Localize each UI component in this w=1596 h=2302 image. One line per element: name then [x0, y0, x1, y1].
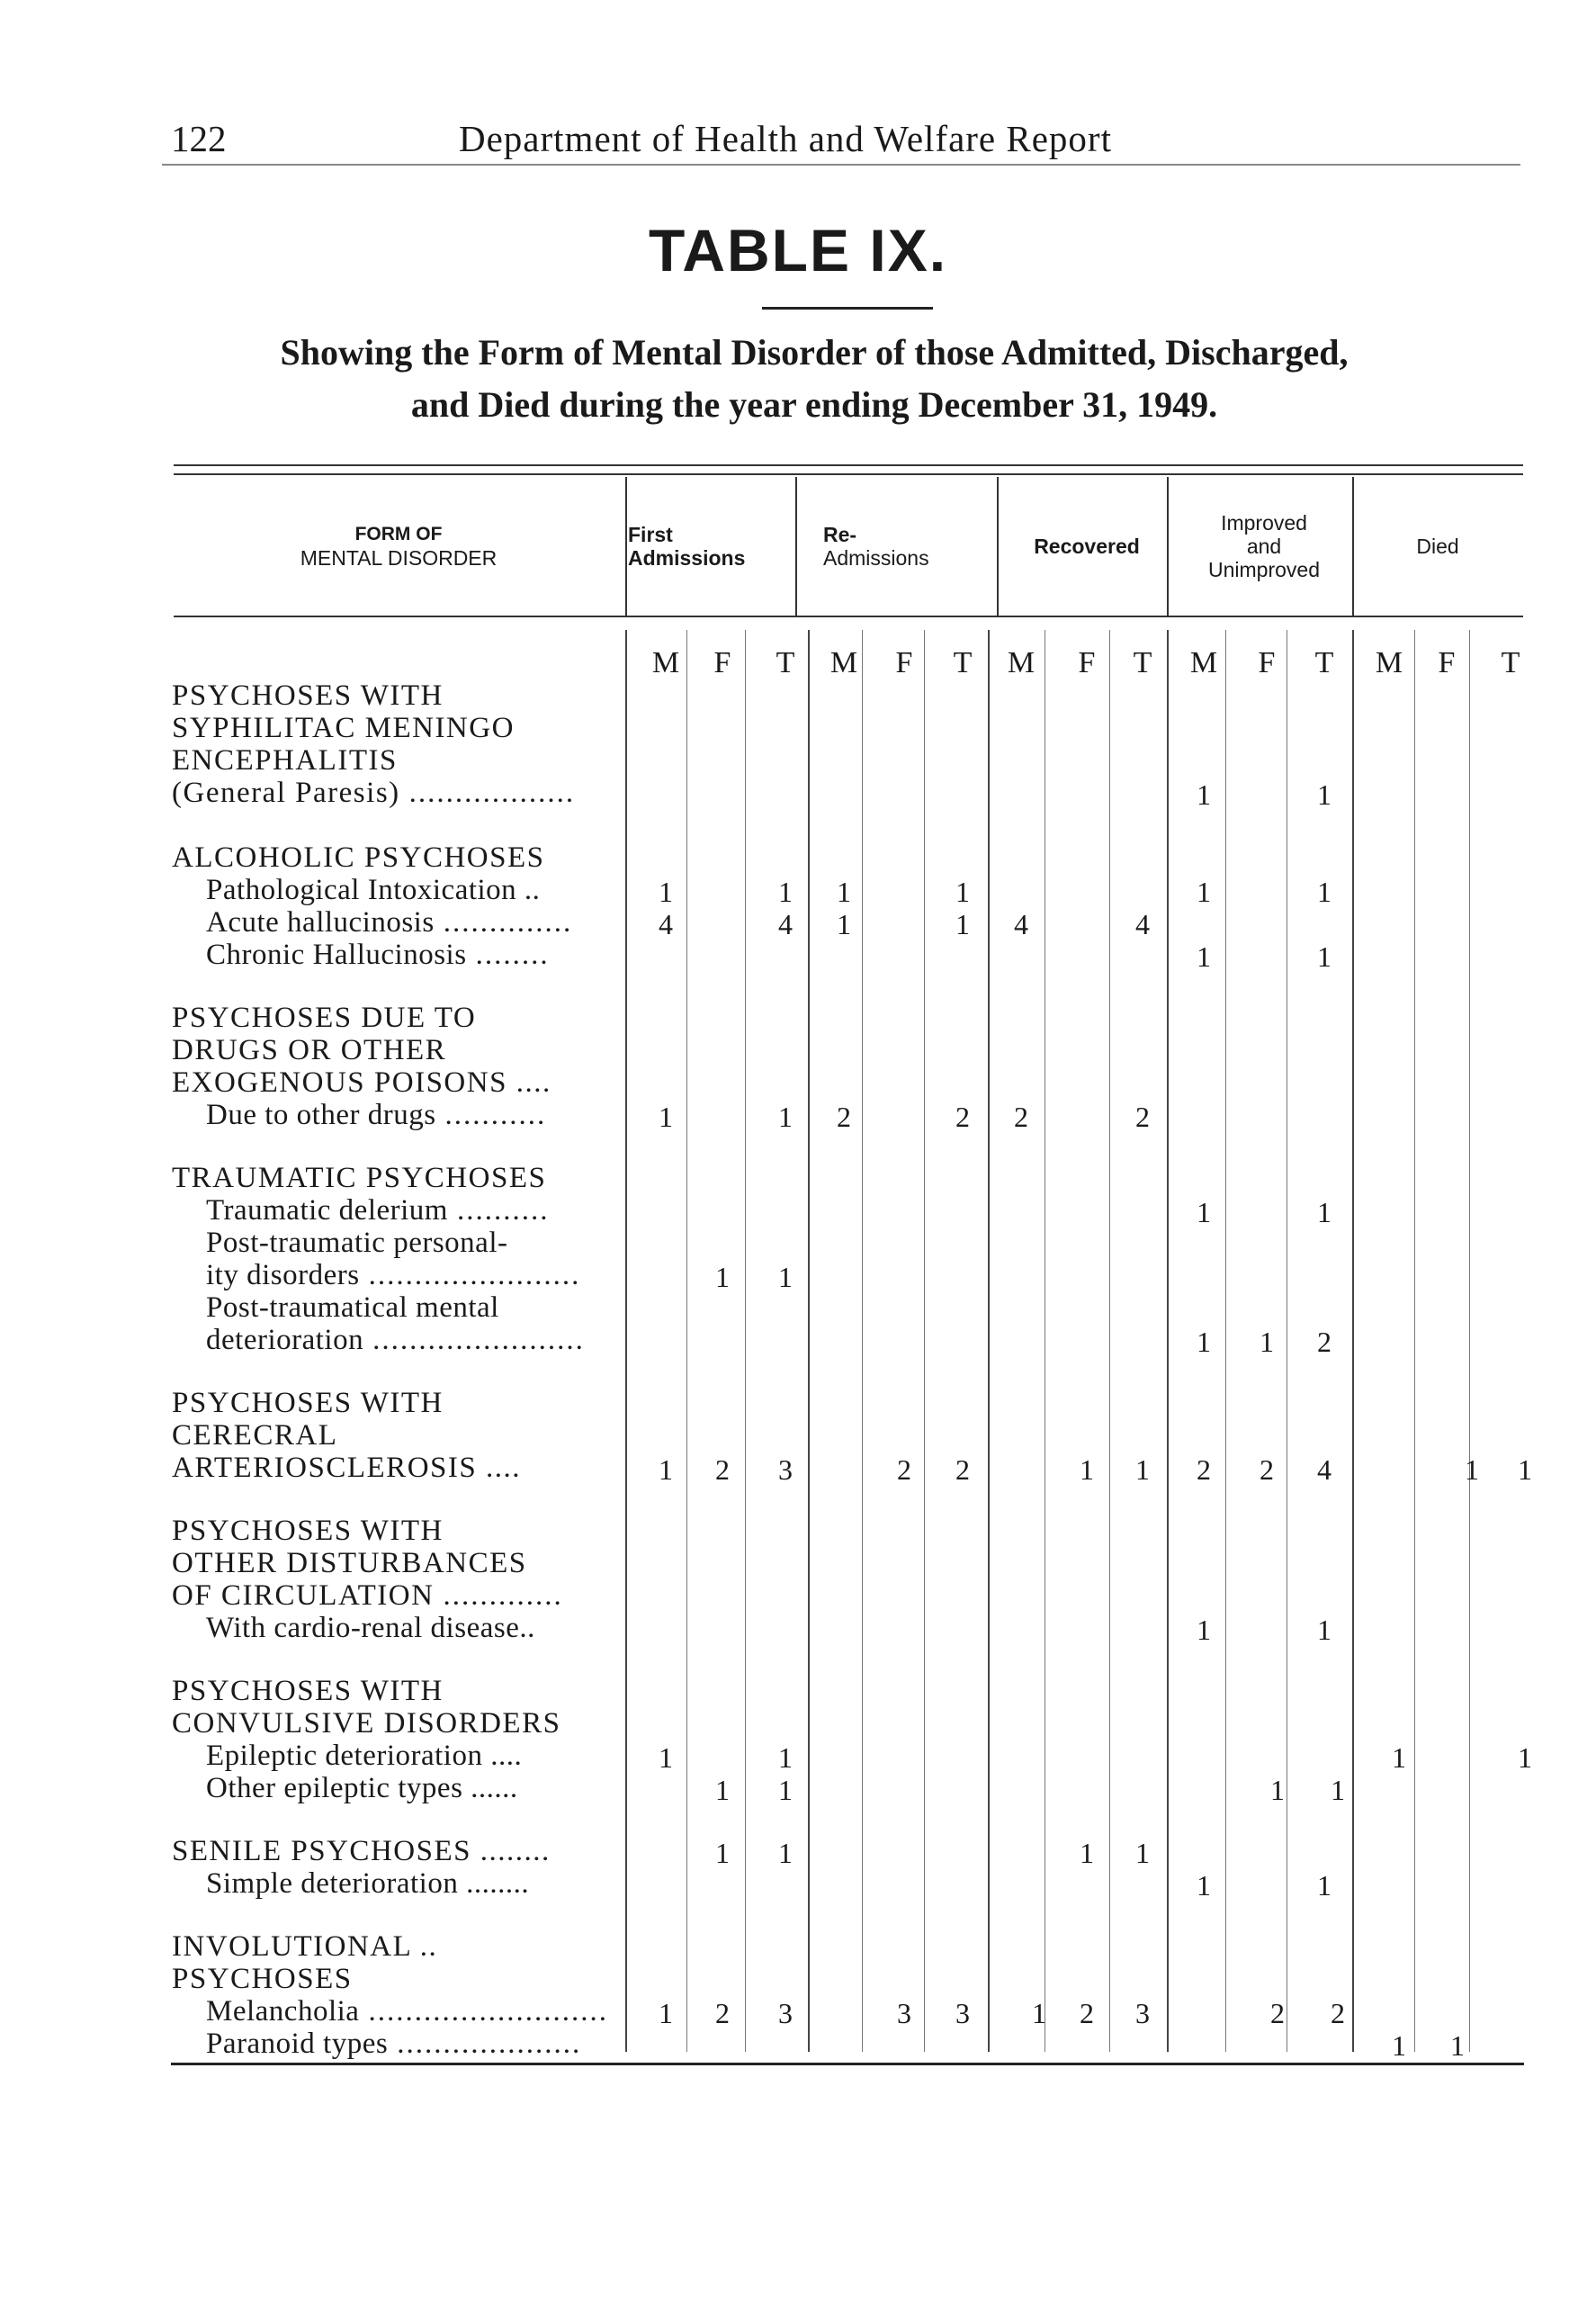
cell-value: 1: [778, 1837, 793, 1869]
column-header-row: [174, 477, 1523, 617]
cell-value: 1: [778, 1261, 793, 1293]
cell-value: 4: [1317, 1453, 1331, 1486]
cell-value: 4: [1014, 908, 1028, 940]
cell-value: 1: [1080, 1453, 1094, 1486]
cell-value: 1: [1392, 2029, 1406, 2062]
cell-value: 1: [1197, 1614, 1211, 1646]
col-first-admissions: First Admissions: [628, 523, 746, 570]
cell-value: 2: [1014, 1101, 1028, 1133]
cell-value: 1: [778, 1741, 793, 1774]
cell-value: 1: [715, 1774, 730, 1806]
row-label: Post-traumatical mental: [206, 1291, 499, 1324]
cell-value: 2: [955, 1453, 970, 1486]
t-label: T: [1314, 646, 1334, 679]
cell-value: 1: [955, 876, 970, 908]
cell-value: 1: [837, 908, 851, 940]
col-died: Died: [1416, 535, 1459, 558]
column-rule: [745, 630, 746, 2052]
cell-value: 1: [1317, 1196, 1331, 1228]
row-label: With cardio-renal disease..: [206, 1612, 535, 1644]
running-title: Department of Health and Welfare Report: [459, 118, 1112, 159]
cell-value: 1: [837, 876, 851, 908]
row-label: PSYCHOSES: [172, 1963, 353, 1995]
column-rule: [1167, 630, 1169, 2052]
cell-value: 3: [897, 1997, 911, 2029]
cell-value: 1: [778, 1774, 793, 1806]
cell-value: 1: [1260, 1326, 1274, 1358]
cell-value: 1: [1392, 1741, 1406, 1774]
cell-value: 1: [1317, 876, 1331, 908]
cell-value: 2: [955, 1101, 970, 1133]
table-top-rule: [174, 464, 1523, 466]
cell-value: 2: [1317, 1326, 1331, 1358]
page-number: 122: [171, 118, 227, 159]
row-label: ENCEPHALITIS: [172, 744, 398, 777]
cell-value: 2: [897, 1453, 911, 1486]
column-rule: [988, 630, 990, 2052]
cell-value: 1: [1317, 778, 1331, 811]
cell-value: 1: [1270, 1774, 1285, 1806]
col-improved-unimproved: Improved and Unimproved: [1208, 511, 1320, 581]
column-rule: [1109, 630, 1110, 2052]
column-rule: [625, 630, 627, 2052]
header-divider: [795, 477, 797, 616]
column-rule: [862, 630, 863, 2052]
m-label: M: [1189, 646, 1218, 679]
cell-value: 2: [1197, 1453, 1211, 1486]
row-label: OF CIRCULATION .............: [172, 1579, 563, 1612]
cell-value: 1: [1197, 1869, 1211, 1902]
cell-value: 1: [1135, 1453, 1150, 1486]
table-top-rule-2: [174, 473, 1523, 475]
row-label: ARTERIOSCLEROSIS ....: [172, 1452, 521, 1484]
row-label: Acute hallucinosis ..............: [206, 906, 573, 939]
cell-value: 2: [715, 1997, 730, 2029]
m-label: M: [1007, 646, 1036, 679]
cell-value: 3: [955, 1997, 970, 2029]
col-form-of-mental-disorder: FORM OF MENTAL DISORDER: [300, 524, 498, 570]
header-divider: [625, 477, 627, 616]
cell-value: 1: [659, 1741, 673, 1774]
row-label: PSYCHOSES WITH: [172, 1387, 444, 1419]
column-rule: [1352, 630, 1354, 2052]
row-label: Epileptic deterioration ....: [206, 1740, 523, 1772]
title-rule: [762, 307, 933, 310]
cell-value: 1: [1197, 940, 1211, 973]
f-label: F: [1258, 646, 1276, 679]
cell-value: 1: [659, 1101, 673, 1133]
subtitle-line-2: and Died during the year ending December 31, 1949.: [410, 384, 1218, 425]
row-label: Simple deterioration ........: [206, 1867, 530, 1900]
f-label: F: [1438, 646, 1456, 679]
cell-value: 1: [1032, 1997, 1046, 2029]
row-label: CONVULSIVE DISORDERS: [172, 1707, 561, 1740]
cell-value: 1: [659, 1453, 673, 1486]
t-label: T: [953, 646, 973, 679]
column-rule: [1469, 630, 1470, 2052]
cell-value: 1: [1317, 1869, 1331, 1902]
row-label: PSYCHOSES WITH: [172, 1675, 444, 1707]
row-label: Pathological Intoxication ..: [206, 874, 541, 906]
row-label: PSYCHOSES WITH: [172, 1515, 444, 1547]
cell-value: 4: [1135, 908, 1150, 940]
row-label: Other epileptic types ......: [206, 1772, 518, 1804]
f-label: F: [713, 646, 731, 679]
m-label: M: [1375, 646, 1403, 679]
t-label: T: [1501, 646, 1520, 679]
row-label: TRAUMATIC PSYCHOSES: [172, 1162, 547, 1194]
cell-value: 1: [778, 876, 793, 908]
cell-value: 1: [1197, 778, 1211, 811]
m-label: M: [829, 646, 858, 679]
cell-value: 3: [778, 1997, 793, 2029]
header-divider: [1167, 477, 1169, 616]
cell-value: 2: [837, 1101, 851, 1133]
row-label: Traumatic delerium ..........: [206, 1194, 550, 1227]
cell-value: 2: [1135, 1101, 1150, 1133]
subtitle-line-1: Showing the Form of Mental Disorder of those Admitted, Discharged,: [280, 332, 1349, 373]
t-label: T: [1133, 646, 1152, 679]
cell-value: 1: [715, 1837, 730, 1869]
header-divider: [1352, 477, 1354, 616]
cell-value: 4: [659, 908, 673, 940]
f-label: F: [1078, 646, 1096, 679]
cell-value: 1: [1135, 1837, 1150, 1869]
cell-value: 1: [1317, 1614, 1331, 1646]
row-label: PSYCHOSES WITH: [172, 679, 444, 712]
cell-value: 1: [955, 908, 970, 940]
row-label: deterioration .......................: [206, 1324, 585, 1356]
row-label: INVOLUTIONAL ..: [172, 1930, 438, 1963]
cell-value: 1: [1331, 1774, 1345, 1806]
row-label: PSYCHOSES DUE TO: [172, 1002, 477, 1034]
column-rule: [686, 630, 687, 2052]
column-rule: [924, 630, 925, 2052]
row-label: DRUGS OR OTHER: [172, 1034, 447, 1066]
row-label: Post-traumatic personal-: [206, 1227, 508, 1259]
m-label: M: [651, 646, 680, 679]
row-label: EXOGENOUS POISONS ....: [172, 1066, 551, 1099]
row-label: Chronic Hallucinosis ........: [206, 939, 550, 971]
row-label: OTHER DISTURBANCES: [172, 1547, 527, 1579]
f-label: F: [895, 646, 913, 679]
row-label: Melancholia ..........................: [206, 1995, 608, 2028]
cell-value: 2: [1331, 1997, 1345, 2029]
row-label: ity disorders .......................: [206, 1259, 581, 1291]
cell-value: 1: [1317, 940, 1331, 973]
cell-value: 3: [778, 1453, 793, 1486]
column-rule: [808, 630, 810, 2052]
cell-value: 1: [1518, 1453, 1532, 1486]
table-bottom-rule: [171, 2063, 1524, 2065]
col-re-admissions: Re- Admissions: [823, 523, 929, 570]
cell-value: 1: [1080, 1837, 1094, 1869]
table-title: TABLE IX.: [648, 217, 948, 283]
col-recovered: Recovered: [1034, 535, 1140, 558]
cell-value: 2: [1080, 1997, 1094, 2029]
row-label: (General Paresis) ..................: [172, 777, 576, 809]
cell-value: 1: [659, 876, 673, 908]
cell-value: 2: [715, 1453, 730, 1486]
row-label: SYPHILITAC MENINGO: [172, 712, 515, 744]
column-rule: [1414, 630, 1415, 2052]
cell-value: 1: [715, 1261, 730, 1293]
cell-value: 2: [1270, 1997, 1285, 2029]
header-divider: [997, 477, 999, 616]
cell-value: 1: [659, 1997, 673, 2029]
row-label: SENILE PSYCHOSES ........: [172, 1835, 551, 1867]
cell-value: 1: [1197, 1326, 1211, 1358]
t-label: T: [776, 646, 795, 679]
row-label: Due to other drugs ...........: [206, 1099, 547, 1131]
cell-value: 1: [778, 1101, 793, 1133]
cell-value: 1: [1518, 1741, 1532, 1774]
page-header: [162, 110, 1520, 166]
cell-value: 1: [1197, 876, 1211, 908]
cell-value: 1: [1197, 1196, 1211, 1228]
row-label: ALCOHOLIC PSYCHOSES: [172, 841, 545, 874]
row-label: Paranoid types ....................: [206, 2028, 582, 2060]
cell-value: 1: [1465, 1453, 1479, 1486]
cell-value: 1: [1450, 2029, 1465, 2062]
cell-value: 4: [778, 908, 793, 940]
row-label: CERECRAL: [172, 1419, 338, 1452]
cell-value: 3: [1135, 1997, 1150, 2029]
cell-value: 2: [1260, 1453, 1274, 1486]
